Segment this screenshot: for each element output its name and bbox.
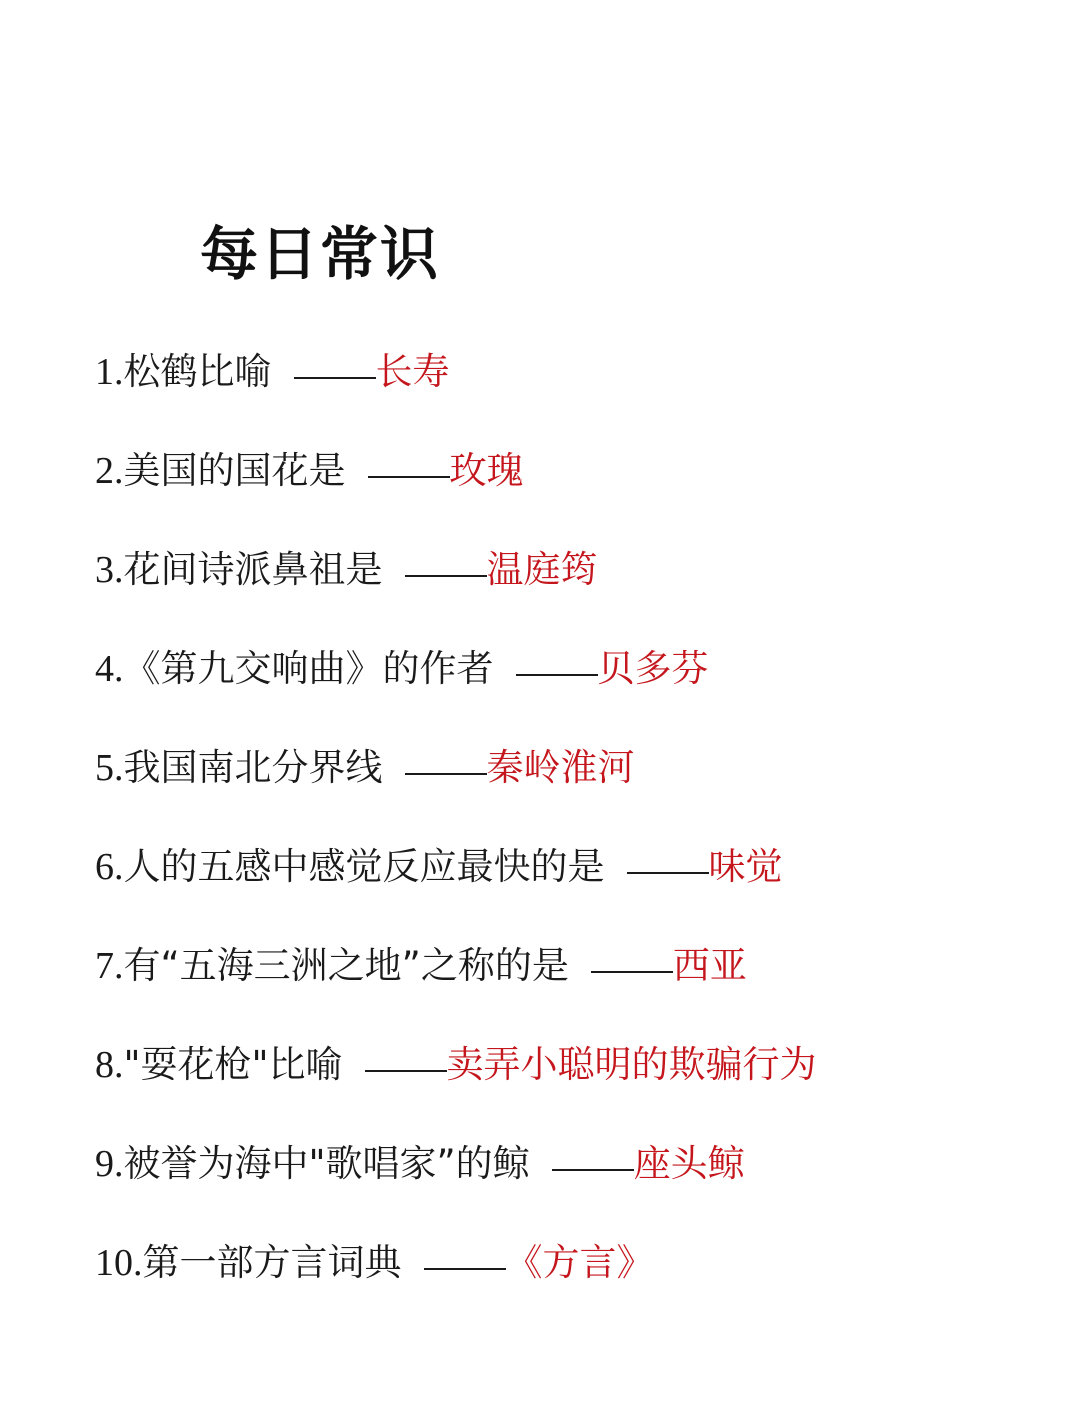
dash-separator bbox=[365, 1070, 447, 1072]
item-answer: 座头鲸 bbox=[633, 1141, 745, 1185]
item-question: 有“五海三洲之地”之称的是 bbox=[123, 943, 569, 987]
item-question: 松鹤比喻 bbox=[123, 349, 272, 393]
item-answer: 玫瑰 bbox=[449, 448, 524, 492]
item-question: 花间诗派鼻祖是 bbox=[123, 547, 383, 591]
list-item bbox=[95, 619, 1065, 718]
list-item bbox=[95, 322, 1065, 421]
item-answer: 秦岭淮河 bbox=[486, 745, 635, 789]
item-number: 8. bbox=[95, 1043, 124, 1086]
item-number: 3. bbox=[95, 548, 124, 591]
dash-separator bbox=[405, 575, 487, 577]
dash-separator bbox=[627, 872, 709, 874]
item-number: 6. bbox=[95, 845, 124, 888]
item-number: 9. bbox=[95, 1142, 124, 1185]
item-number: 5. bbox=[95, 746, 124, 789]
dash-separator bbox=[591, 971, 673, 973]
page-title: 每日常识 bbox=[200, 220, 441, 288]
item-answer: 《方言》 bbox=[505, 1240, 654, 1284]
item-answer: 长寿 bbox=[375, 349, 450, 393]
item-number: 7. bbox=[95, 944, 124, 987]
item-answer: 贝多芬 bbox=[597, 646, 709, 690]
dash-separator bbox=[516, 674, 598, 676]
dash-separator bbox=[405, 773, 487, 775]
list-item bbox=[95, 1213, 1065, 1312]
item-answer: 西亚 bbox=[672, 943, 747, 987]
item-number: 10. bbox=[95, 1241, 143, 1284]
item-number: 4. bbox=[95, 647, 124, 690]
list-item bbox=[95, 421, 1065, 520]
qa-list bbox=[95, 322, 1065, 1312]
dash-separator bbox=[424, 1268, 506, 1270]
dash-separator bbox=[552, 1169, 634, 1171]
list-item bbox=[95, 520, 1065, 619]
item-question: 人的五感中感觉反应最快的是 bbox=[123, 844, 605, 888]
item-answer: 味觉 bbox=[708, 844, 783, 888]
item-number: 1. bbox=[95, 350, 124, 393]
list-item bbox=[95, 916, 1065, 1015]
item-question: 美国的国花是 bbox=[123, 448, 346, 492]
list-item bbox=[95, 1015, 1065, 1114]
item-question: 我国南北分界线 bbox=[123, 745, 383, 789]
item-number: 2. bbox=[95, 449, 124, 492]
dash-separator bbox=[294, 377, 376, 379]
item-question: 《第九交响曲》的作者 bbox=[123, 646, 494, 690]
list-item bbox=[95, 817, 1065, 916]
item-question: 被誉为海中"歌唱家”的鲸 bbox=[123, 1141, 530, 1185]
item-question: 第一部方言词典 bbox=[142, 1240, 402, 1284]
list-item bbox=[95, 1114, 1065, 1213]
item-question: "耍花枪"比喻 bbox=[123, 1042, 343, 1086]
item-answer: 卖弄小聪明的欺骗行为 bbox=[446, 1042, 817, 1086]
item-answer: 温庭筠 bbox=[486, 547, 598, 591]
list-item bbox=[95, 718, 1065, 817]
dash-separator bbox=[368, 476, 450, 478]
